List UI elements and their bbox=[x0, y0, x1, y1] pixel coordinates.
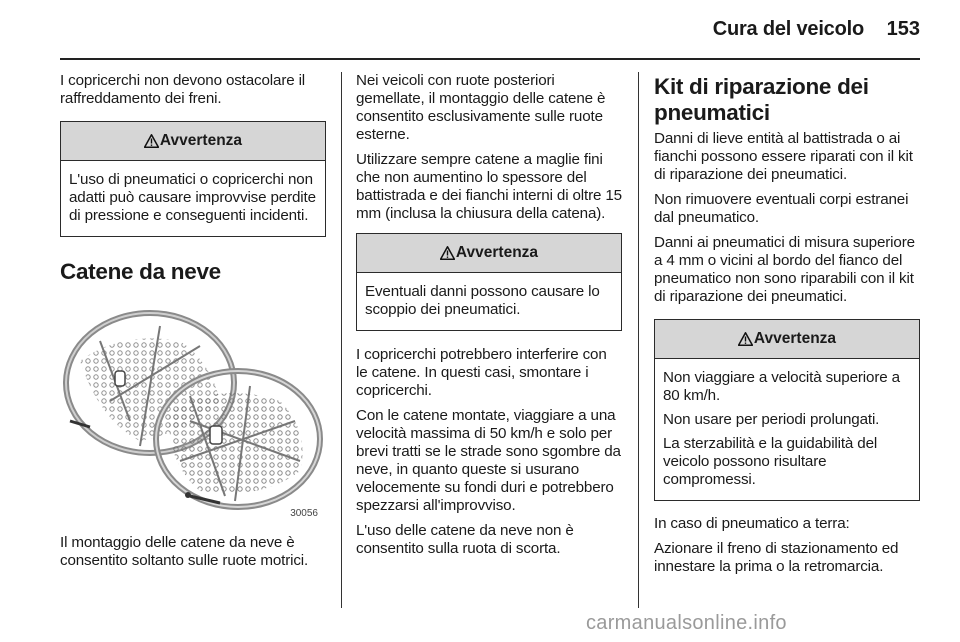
figure-number: 30056 bbox=[290, 508, 318, 519]
warning-header bbox=[357, 234, 621, 273]
paragraph: Utilizzare sempre catene a maglie fini che non aumentino lo spessore del battistrada e dei fianchi interni di oltre 15 mm (inclusa la chiusura della catena). bbox=[356, 151, 622, 222]
header-divider bbox=[60, 58, 920, 60]
watermark: carmanualsonline.info bbox=[586, 612, 787, 634]
warning-triangle-icon bbox=[440, 246, 455, 260]
section-title-snow-chains: Catene da neve bbox=[60, 259, 221, 284]
paragraph: Danni di lieve entità al battistrada o ai fianchi possono essere riparati con il kit di riparazione dei pneumatici. bbox=[654, 130, 913, 183]
paragraph: Non rimuovere eventuali corpi estranei dal pneumatico. bbox=[654, 191, 909, 226]
snow-chains-drawing bbox=[60, 301, 326, 523]
page-header-title: Cura del veicolo bbox=[712, 18, 864, 40]
paragraph: Nei veicoli con ruote posteriori gemellate, il montaggio delle catene è consentito esclusivamente sulle ruote esterne. bbox=[356, 72, 606, 143]
warning-text: Eventuali danni possono causare lo scoppio dei pneumatici. bbox=[365, 283, 600, 318]
column-2 bbox=[356, 72, 622, 565]
page-number: 153 bbox=[886, 18, 920, 40]
paragraph: L'uso delle catene da neve non è consentito sulla ruota di scorta. bbox=[356, 522, 574, 557]
paragraph: I copricerchi potrebbero interferire con le catene. In questi casi, smontare i copricerchi. bbox=[356, 346, 607, 399]
warning-text: Non usare per periodi prolungati. bbox=[663, 411, 880, 428]
paragraph: Azionare il freno di stazionamento ed innestare la prima o la retromarcia. bbox=[654, 540, 899, 575]
snow-chains-illustration bbox=[60, 301, 326, 523]
warning-box-3 bbox=[654, 319, 920, 501]
paragraph: In caso di pneumatico a terra: bbox=[654, 515, 850, 532]
column-divider-2 bbox=[638, 72, 639, 608]
warning-triangle-icon bbox=[738, 332, 753, 346]
warning-title: Avvertenza bbox=[455, 244, 539, 261]
column-divider-1 bbox=[341, 72, 342, 608]
column-1 bbox=[60, 72, 326, 577]
warning-title: Avvertenza bbox=[159, 132, 243, 149]
warning-box-2 bbox=[356, 233, 622, 331]
warning-body bbox=[655, 359, 919, 500]
paragraph: Con le catene montate, viaggiare a una velocità massima di 50 km/h e solo per brevi tratti se le strade sono sgombre da neve, in quanto queste si usurano velocemente su fondi duri e potrebbero spezzarsi all'improvviso. bbox=[356, 407, 621, 514]
warning-body bbox=[357, 273, 621, 330]
warning-body bbox=[61, 161, 325, 236]
warning-text: L'uso di pneumatici o copricerchi non adatti può causare improvvise perdite di pressione e conseguenti incidenti. bbox=[69, 171, 316, 224]
intro-paragraph: I copricerchi non devono ostacolare il raffreddamento dei freni. bbox=[60, 72, 306, 107]
paragraph: Danni ai pneumatici di misura superiore a 4 mm o vicini al bordo del fianco del pneumatico non sono riparabili con il kit di riparazione dei pneumatici. bbox=[654, 234, 915, 305]
figure-caption: Il montaggio delle catene da neve è consentito soltanto sulle ruote motrici. bbox=[60, 534, 309, 569]
warning-title: Avvertenza bbox=[753, 330, 837, 347]
warning-header bbox=[61, 122, 325, 161]
warning-text: Non viaggiare a velocità superiore a 80 km/h. bbox=[663, 369, 900, 404]
warning-box-1 bbox=[60, 121, 326, 237]
section-title-repair-kit: Kit di riparazione dei pneumatici bbox=[654, 74, 869, 125]
warning-header bbox=[655, 320, 919, 359]
warning-text: La sterzabilità e la guidabilità del veicolo possono risultare compromessi. bbox=[663, 435, 878, 488]
column-3 bbox=[654, 72, 920, 583]
warning-triangle-icon bbox=[144, 134, 159, 148]
